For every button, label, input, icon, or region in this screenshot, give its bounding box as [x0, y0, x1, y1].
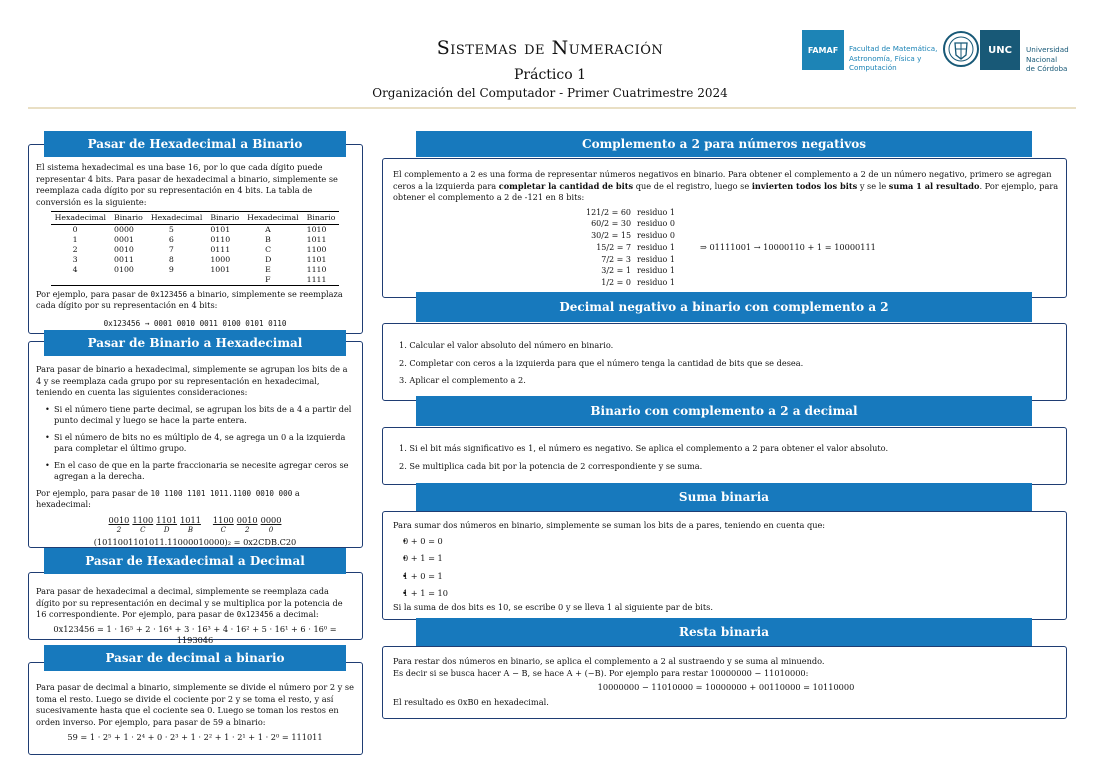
comp-to-dec-steps — [399, 443, 1059, 472]
sub-result: El resultado es 0xB0 en hexadecimal. — [393, 696, 549, 707]
bit-group: 0010 2 — [108, 514, 130, 534]
table-row: 3 0011 8 1000 D 1101 — [72, 254, 327, 264]
dec-to-bin-content — [36, 682, 354, 747]
conversion-table — [51, 211, 340, 286]
list-item: • 0 + 1 = 1 — [393, 553, 1059, 565]
neg-dec-to-bin-content — [399, 340, 1059, 393]
dec-to-bin-intro: Para pasar de decimal a binario, simplemente se divide el número por 2 y se toma el resto. Luego se divide el cociente por 2 y se toma el resto, y así sucesivamente hasta que el cociente sea 0. Luego se toman los restos en orden inverso. Por ejemplo, para pasar de 59 a binario: — [36, 682, 354, 727]
sum-rules — [393, 536, 1059, 600]
bit-group: 1100 C — [132, 514, 154, 534]
hex-to-bin-content — [36, 162, 354, 332]
list-item: 2. Completar con ceros a la izquierda para que el número tenga la cantidad de bits que se desea. — [399, 357, 804, 368]
comp-to-dec-title: Binario con complemento a 2 a decimal — [416, 396, 1032, 426]
complement-title: Complemento a 2 para números negativos — [416, 131, 1032, 157]
unc-logo: UNC — [980, 30, 1020, 70]
sub-title: Resta binaria — [416, 618, 1032, 646]
header-divider — [28, 107, 1076, 109]
bit-group: 0000 0 — [260, 514, 282, 534]
complement-content — [393, 169, 1059, 289]
list-item: • 1 + 1 = 10 — [393, 588, 1059, 600]
bit-group: 1100 C — [212, 514, 234, 534]
page-title: Sistemas de Numeración — [436, 37, 664, 59]
bin-to-hex-list — [36, 404, 354, 483]
table-row: 3/2 = 1 residuo 1 — [601, 266, 675, 276]
table-row: 60/2 = 30 residuo 0 — [591, 219, 675, 229]
sum-note: Si la suma de dos bits es 10, se escribe 0 y se lleva 1 al siguiente par de bits. — [393, 601, 713, 612]
list-item: • Si el número de bits no es múltiplo de 4, se agrega un 0 a la izquierda para completar el último grupo. — [36, 432, 354, 455]
list-item: 2. Se multiplica cada bit por la potencia de 2 correspondiente y se suma. — [399, 460, 703, 471]
hex-to-bin-title: Pasar de Hexadecimal a Binario — [44, 131, 346, 157]
table-row: 7/2 = 3 residuo 1 — [601, 254, 675, 264]
sub-line-1: Para restar dos números en binario, se aplica el complemento a 2 al sustraendo y se suma al minuendo. — [393, 656, 825, 666]
table-row: 1/2 = 0 residuo 1 — [601, 278, 675, 288]
page-subtitle: Práctico 1 — [513, 67, 587, 83]
sub-line-2: Es decir si se busca hacer A − B, se hace A + (−B). Por ejemplo para restar 10000000 − 11010000: — [393, 667, 809, 678]
hex-to-bin-intro: El sistema hexadecimal es una base 16, por lo que cada dígito puede representar 4 bits. Para pasar de hexadecimal a binario, simplemente se reemplaza cada dígito por su representación en 4 bits. La tabla de conversión es la siguiente: — [36, 162, 338, 207]
unc-name: Universidad Nacional de Córdoba — [1026, 45, 1069, 73]
sum-content — [393, 520, 1059, 616]
sum-intro: Para sumar dos números en binario, simplemente se suman los bits de a pares, teniendo en cuenta que: — [393, 520, 826, 530]
hex-to-dec-title: Pasar de Hexadecimal a Decimal — [44, 548, 346, 574]
list-item: • 0 + 0 = 0 — [393, 536, 1059, 548]
comp-to-dec-content — [399, 443, 1059, 478]
division-table — [583, 207, 678, 290]
list-item: • Si el número tiene parte decimal, se agrupan los bits de a 4 a partir del punto decimal y luego se hace la parte entera. — [36, 404, 354, 427]
complement-intro: El complemento a 2 es una forma de representar números negativos en binario. Para obtener el complemento a 2 de un número negativo, primero se agregan ceros a la izquierda para completar la cantidad de bits que de el registro, luego se invierten todos los bits y se le suma 1 al resultado. Por ejemplo, para obtener el complemento a 2 de -121 en 8 bits: — [393, 169, 1059, 202]
table-row: 15/2 = 7 residuo 1 — [596, 242, 675, 252]
list-item: • En el caso de que en la parte fraccionaria se necesite agregar ceros se agregan a la derecha. — [36, 460, 354, 483]
list-item: 1. Si el bit más significativo es 1, el número es negativo. Se aplica el complemento a 2 para obtener el valor absoluto. — [399, 443, 889, 453]
table-row: 30/2 = 15 residuo 0 — [591, 231, 675, 241]
neg-dec-steps — [399, 340, 1059, 387]
hex-to-dec-formula: 0x123456 = 1 · 16⁵ + 2 · 16⁴ + 3 · 16³ + 4 · 16² + 5 · 16¹ + 6 · 16⁰ = 1193046 — [53, 623, 337, 645]
hex-to-dec-intro: Para pasar de hexadecimal a decimal, simplemente se reemplaza cada dígito por su representación en decimal y se multiplica por la potencia de 16 correspondiente. Por ejemplo, para pasar de 0x123456 a decimal: — [36, 586, 343, 619]
table-row: 0 0000 5 0101 A 1010 — [72, 224, 327, 234]
bin-to-hex-result: (1011001101011.11000010000)₂ = 0x2CDB.C20 — [93, 537, 297, 547]
hex-to-bin-example: Por ejemplo, para pasar de 0x123456 a binario, simplemente se reemplaza cada dígito por su representación en 4 bits: — [36, 288, 343, 310]
bit-group: 1101 D — [156, 514, 178, 534]
bit-group: 1011 B — [180, 514, 201, 534]
famaf-name: Facultad de Matemática, Astronomía, Física y Computación — [849, 44, 938, 72]
table-row: 2 0010 7 0111 C 1100 — [72, 244, 327, 254]
bit-group: 0010 2 — [236, 514, 258, 534]
bin-to-hex-intro: Para pasar de binario a hexadecimal, simplemente se agrupan los bits de a 4 y se reemplaza cada grupo por su representación en hexadecimal, teniendo en cuenta las siguientes consideraciones: — [36, 364, 348, 397]
table-row: 1 0001 6 0110 B 1011 — [72, 234, 327, 244]
table-row: 121/2 = 60 residuo 1 — [586, 207, 675, 217]
table-row: 4 0100 9 1001 E 1110 — [72, 264, 327, 274]
neg-dec-to-bin-title: Decimal negativo a binario con complemento a 2 — [416, 292, 1032, 322]
bit-groups — [36, 515, 354, 535]
sub-formula: 10000000 − 11010000 = 10000000 + 00110000 = 10110000 — [597, 682, 855, 692]
list-item: 3. Aplicar el complemento a 2. — [399, 375, 526, 385]
course-name: Organización del Computador - Primer Cuatrimestre 2024 — [372, 86, 728, 100]
division-steps — [583, 207, 1059, 290]
unc-seal-icon — [942, 29, 980, 69]
complement-result: ⇒ 01111001 → 10000110 + 1 = 10000111 — [699, 242, 876, 253]
bin-to-hex-content — [36, 364, 354, 552]
dec-to-bin-formula: 59 = 1 · 2⁵ + 1 · 2⁴ + 0 · 2³ + 1 · 2² + 1 · 2¹ + 1 · 2⁰ = 111011 — [67, 732, 323, 742]
list-item: • 1 + 0 = 1 — [393, 571, 1059, 583]
hex-to-dec-content — [36, 586, 354, 650]
hex-to-bin-result: 0x123456 → 0001 0010 0011 0100 0101 0110 — [103, 318, 287, 328]
bin-to-hex-example: Por ejemplo, para pasar de 10 1100 1101 1011.1100 0010 000 a hexadecimal: — [36, 487, 300, 509]
bin-to-hex-title: Pasar de Binario a Hexadecimal — [44, 330, 346, 356]
table-row: F 1111 — [51, 275, 340, 286]
sub-content — [393, 656, 1059, 711]
list-item: 1. Calcular el valor absoluto del número en binario. — [399, 340, 614, 350]
famaf-logo: FAMAF — [802, 30, 844, 70]
table-header-row: Hexadecimal Binario Hexadecimal Binario Hexadecimal Binario — [51, 212, 340, 225]
sum-title: Suma binaria — [416, 483, 1032, 511]
dec-to-bin-title: Pasar de decimal a binario — [44, 645, 346, 671]
